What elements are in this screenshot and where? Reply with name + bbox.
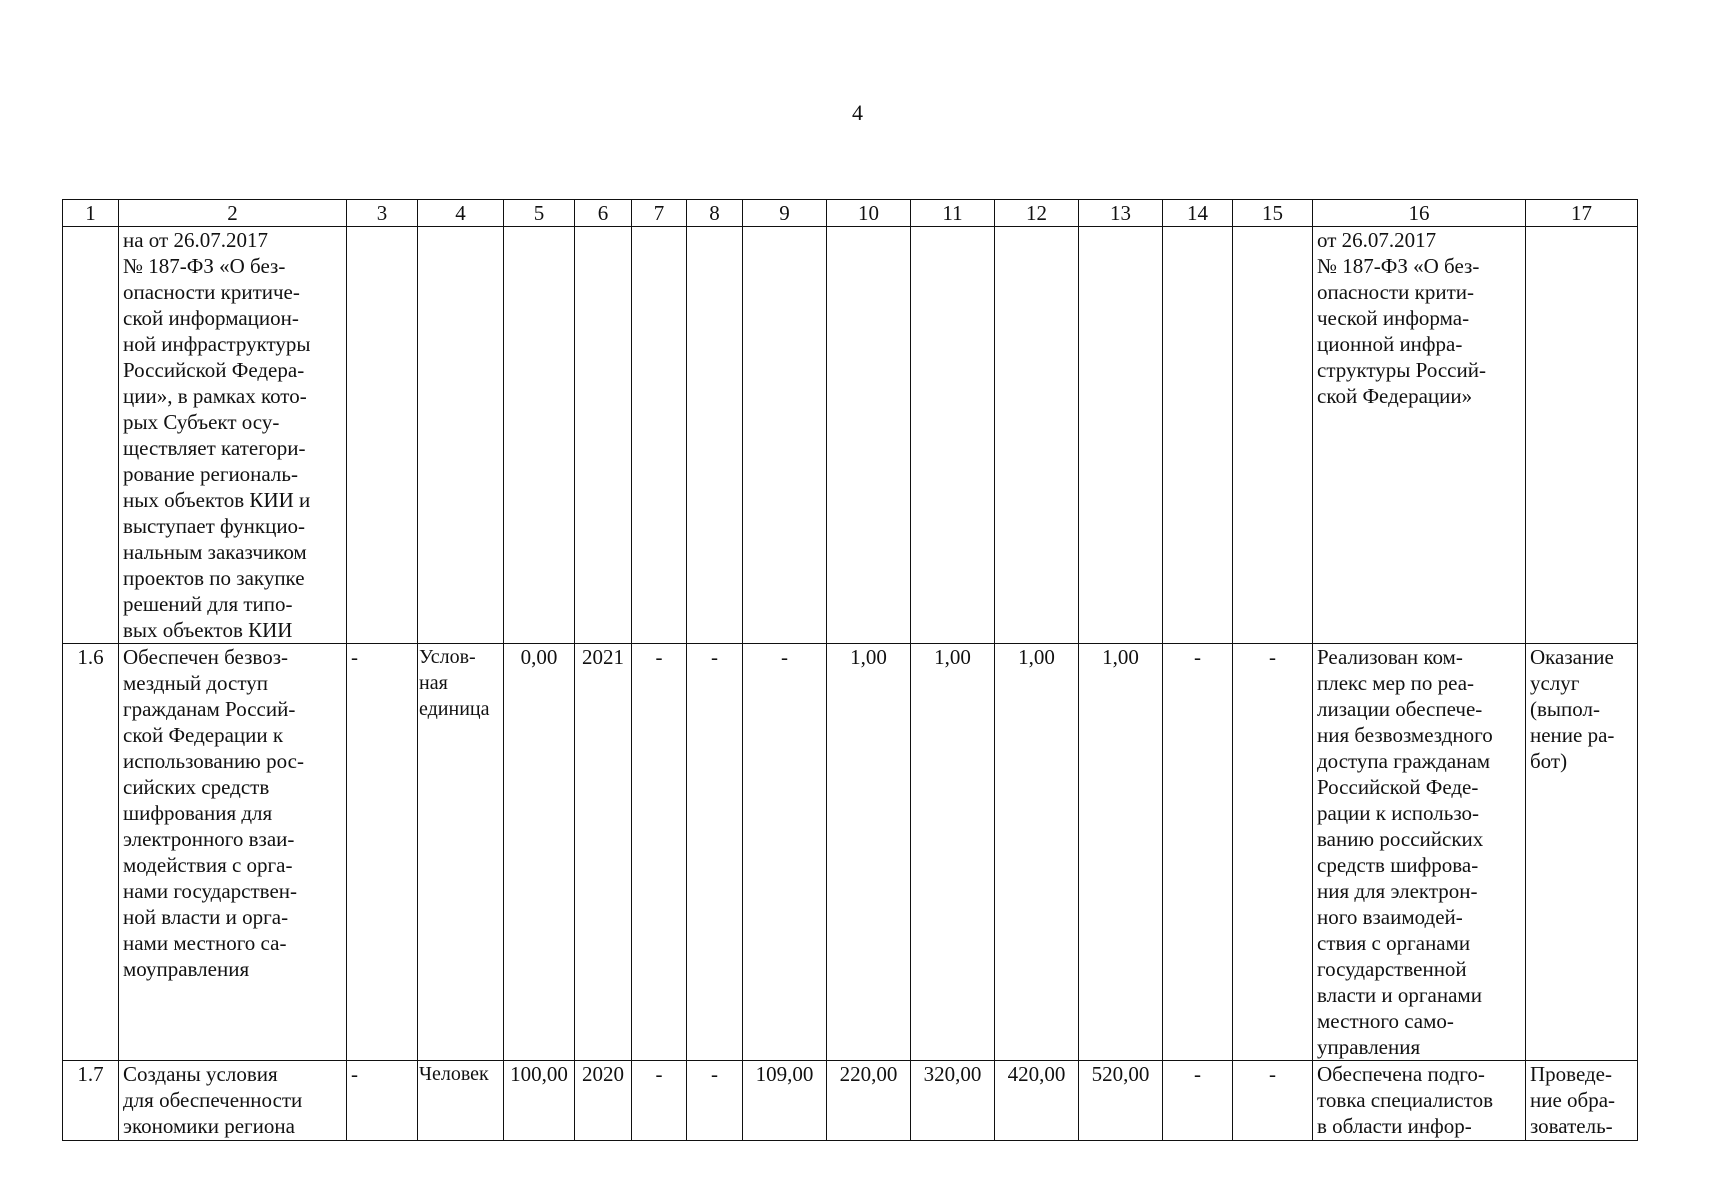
column-header: 6 <box>575 200 632 227</box>
year-value-cell: 1,00 <box>827 644 911 1061</box>
unit-cell: Услов- ная единица <box>418 644 504 1061</box>
unit-cell: Человек <box>418 1061 504 1141</box>
year-value-cell: 1,00 <box>1079 644 1163 1061</box>
row-number-cell: 1.7 <box>63 1061 119 1141</box>
table-row <box>63 1061 1638 1141</box>
table-cell: - <box>687 1061 743 1141</box>
base-year-cell: 2021 <box>575 644 632 1061</box>
table-cell <box>995 227 1079 644</box>
table-cell: - <box>632 644 687 1061</box>
year-value-cell: 320,00 <box>911 1061 995 1141</box>
column-header: 10 <box>827 200 911 227</box>
year-value-cell: 1,00 <box>995 644 1079 1061</box>
result-name-cell: на от 26.07.2017 № 187-ФЗ «О без- опасности критиче- ской информацион- ной инфраструктуры Российской Федера- ции», в рамках кото- рых Субъект осу- ществляет категори- рование региональ- ных объектов КИИ и выступает функцио- нальным заказчиком проектов по закупке решений для типо- вых объектов КИИ <box>119 227 347 644</box>
table-cell: - <box>1163 1061 1233 1141</box>
unit-cell <box>418 227 504 644</box>
type-cell: Проведе- ние обра- зователь- <box>1526 1061 1638 1141</box>
row-number-cell <box>63 227 119 644</box>
column-header: 9 <box>743 200 827 227</box>
base-value-cell: 0,00 <box>504 644 575 1061</box>
column-header: 11 <box>911 200 995 227</box>
year-value-cell: 420,00 <box>995 1061 1079 1141</box>
column-header: 17 <box>1526 200 1638 227</box>
column-header: 5 <box>504 200 575 227</box>
indicators-table <box>62 199 1638 1141</box>
page-number: 4 <box>852 100 863 125</box>
table-cell <box>687 227 743 644</box>
column-header: 16 <box>1313 200 1526 227</box>
base-value-cell: 100,00 <box>504 1061 575 1141</box>
table-row <box>63 227 1638 644</box>
table-cell <box>1233 227 1313 644</box>
year-value-cell: 520,00 <box>1079 1061 1163 1141</box>
column-header: 14 <box>1163 200 1233 227</box>
table-cell <box>1079 227 1163 644</box>
result-name-cell: Созданы условия для обеспеченности экономики региона <box>119 1061 347 1141</box>
column-header: 8 <box>687 200 743 227</box>
column-header: 12 <box>995 200 1079 227</box>
characteristic-cell: Реализован ком- плекс мер по реа- лизации обеспече- ния безвозмездного доступа гражданам Российской Феде- рации к использо- ванию российских средств шифрова- ния для электрон- ного взаимодей- ствия с органами государственной власти и органами местного само- управления <box>1313 644 1526 1061</box>
table-cell: - <box>1163 644 1233 1061</box>
table-cell: - <box>632 1061 687 1141</box>
table-cell: - <box>347 644 418 1061</box>
table-cell <box>743 227 827 644</box>
year-value-cell: 109,00 <box>743 1061 827 1141</box>
column-header: 7 <box>632 200 687 227</box>
column-header: 15 <box>1233 200 1313 227</box>
type-cell: Оказание услуг (выпол- нение ра- бот) <box>1526 644 1638 1061</box>
table-cell <box>575 227 632 644</box>
table-cell <box>504 227 575 644</box>
column-header: 13 <box>1079 200 1163 227</box>
table-cell <box>827 227 911 644</box>
table-cell: - <box>1233 644 1313 1061</box>
type-cell <box>1526 227 1638 644</box>
table-cell: - <box>347 1061 418 1141</box>
year-value-cell: 1,00 <box>911 644 995 1061</box>
result-name-cell: Обеспечен безвоз- мездный доступ гражданам Россий- ской Федерации к использованию рос- сийских средств шифрования для электронного взаи- модействия с орга- нами государствен- ной власти и орга- нами местного са- моуправления <box>119 644 347 1061</box>
table-header-row <box>63 200 1638 227</box>
column-header: 2 <box>119 200 347 227</box>
year-value-cell: - <box>743 644 827 1061</box>
table-row <box>63 644 1638 1061</box>
table-cell: - <box>687 644 743 1061</box>
base-year-cell: 2020 <box>575 1061 632 1141</box>
characteristic-cell: Обеспечена подго- товка специалистов в области инфор- <box>1313 1061 1526 1141</box>
row-number-cell: 1.6 <box>63 644 119 1061</box>
column-header: 1 <box>63 200 119 227</box>
table-cell <box>911 227 995 644</box>
characteristic-cell: от 26.07.2017 № 187-ФЗ «О без- опасности крити- ческой информа- ционной инфра- структуры Россий- ской Федерации» <box>1313 227 1526 644</box>
year-value-cell: 220,00 <box>827 1061 911 1141</box>
table-cell: - <box>1233 1061 1313 1141</box>
table-cell <box>347 227 418 644</box>
column-header: 4 <box>418 200 504 227</box>
column-header: 3 <box>347 200 418 227</box>
table-cell <box>632 227 687 644</box>
table-cell <box>1163 227 1233 644</box>
